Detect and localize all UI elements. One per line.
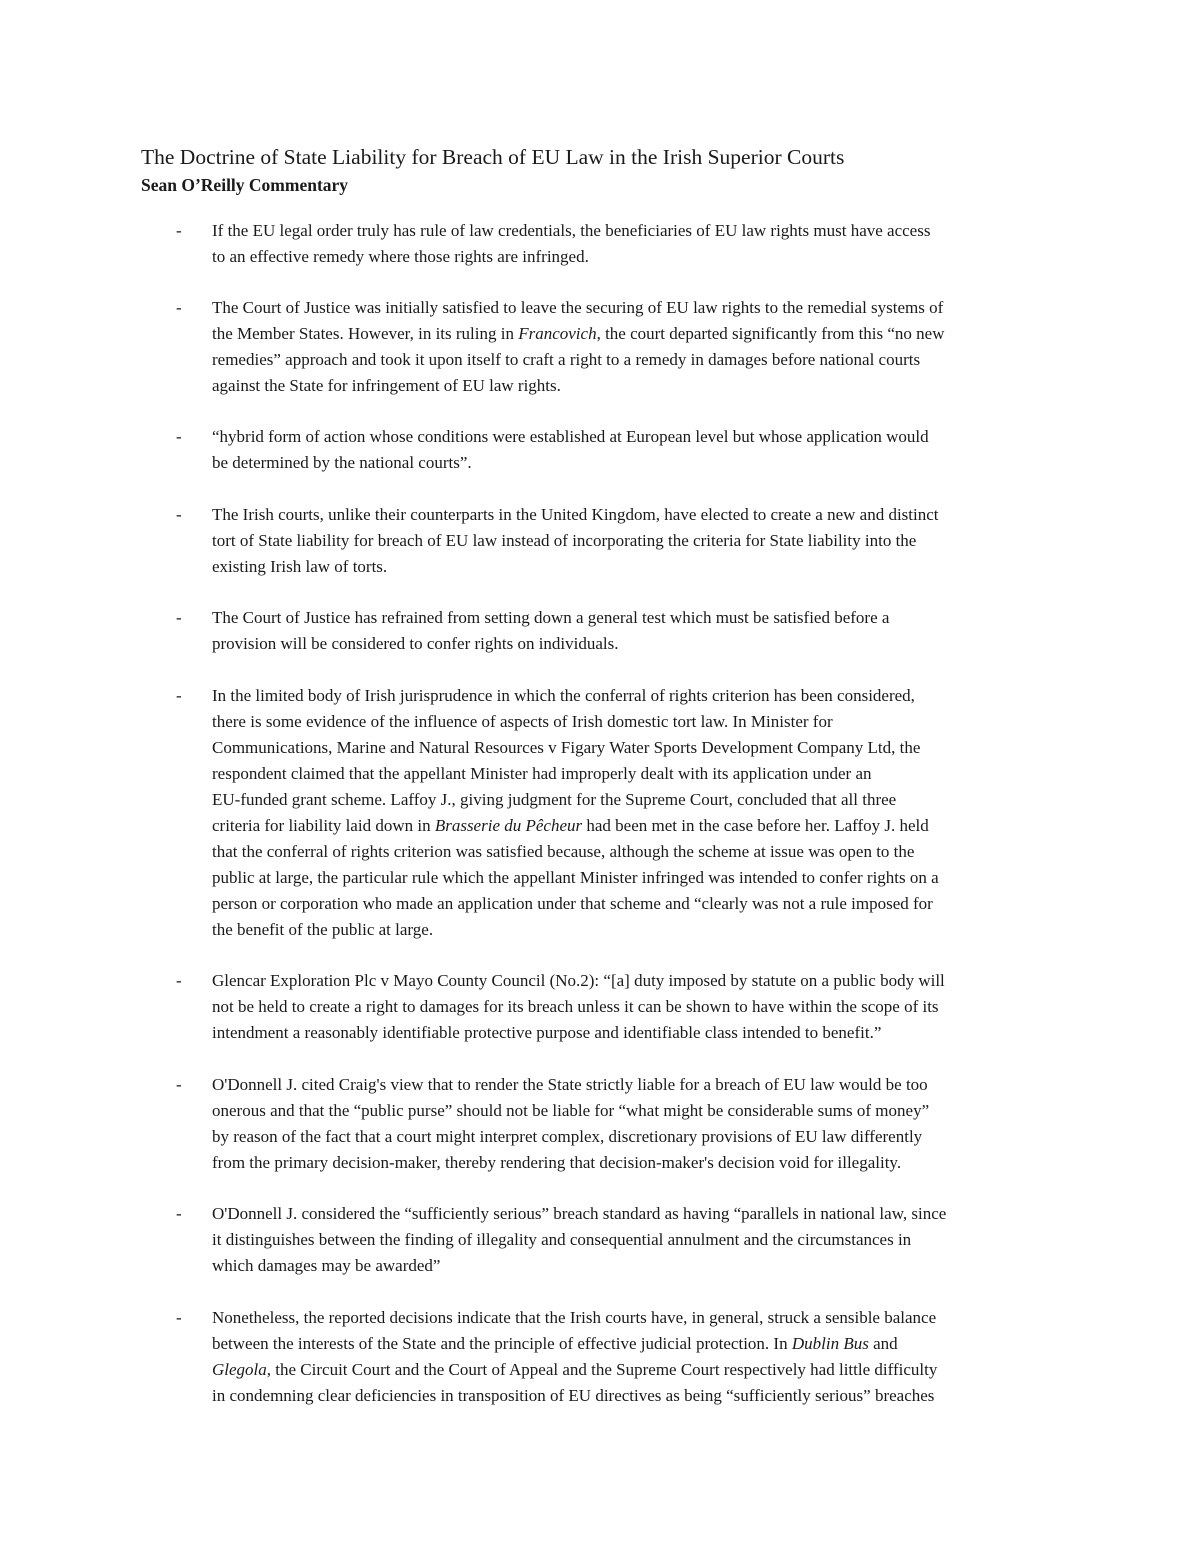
bullet-text-line (212, 1331, 898, 1357)
bullet-text-line (212, 373, 561, 399)
text-segment: respondent claimed that the appellant Minister had improperly dealt with its application under an (212, 764, 872, 783)
text-segment: person or corporation who made an application under that scheme and “clearly was not a rule imposed for (212, 894, 933, 913)
text-segment: between the interests of the State and the principle of effective judicial protection. In (212, 1334, 792, 1353)
bullet-marker: - (176, 427, 182, 446)
text-segment: remedies” approach and took it upon itself to craft a right to a remedy in damages before national courts (212, 350, 921, 369)
bullet-text-line (212, 1227, 911, 1253)
bullet-text-line (212, 631, 619, 657)
text-segment: that the conferral of rights criterion was satisfied because, although the scheme at issue was open to the (212, 842, 915, 861)
bullet-marker: - (176, 686, 182, 705)
text-segment: against the State for infringement of EU law rights. (212, 376, 561, 395)
text-segment: tort of State liability for breach of EU law instead of incorporating the criteria for State liability into the (212, 531, 917, 550)
text-segment: The Irish courts, unlike their counterparts in the United Kingdom, have elected to create a new and distinct (212, 505, 939, 524)
text-segment: the benefit of the public at large. (212, 920, 434, 939)
text-segment: “hybrid form of action whose conditions were established at European level but whose application would (212, 427, 929, 446)
text-segment: had been met in the case before her. Laffoy J. held (582, 816, 929, 835)
text-segment: , the Circuit Court and the Court of Appeal and the Supreme Court respectively had little difficulty (266, 1360, 938, 1379)
bullet-text-line (212, 865, 939, 891)
text-segment: intendment a reasonably identifiable protective purpose and identifiable class intended to benefit.” (212, 1023, 882, 1042)
bullet-text-line (212, 1020, 881, 1046)
bullet-text-line (212, 554, 387, 580)
bullet-text-line (212, 891, 933, 917)
bullet-text-line (212, 218, 930, 244)
text-segment: In the limited body of Irish jurisprudence in which the conferral of rights criterion has been considered, (212, 686, 915, 705)
bullet-marker: - (176, 1204, 182, 1223)
bullet-marker: - (176, 221, 182, 240)
bullet-text-line (212, 1201, 946, 1227)
case-name-italic: Glegola (212, 1360, 267, 1379)
bullet-text-line (212, 709, 833, 735)
text-segment: the Member States. However, in its ruling in (212, 324, 519, 343)
bullet-text-line (212, 1150, 901, 1176)
text-segment: be determined by the national courts”. (212, 453, 472, 472)
bullet-text-line (212, 1124, 922, 1150)
text-segment: in condemning clear deficiencies in transposition of EU directives as being “sufficiently serious” breaches (212, 1386, 935, 1405)
bullet-text-line (212, 813, 929, 839)
bullet-text-line (212, 683, 915, 709)
text-segment: If the EU legal order truly has rule of law credentials, the beneficiaries of EU law rights must have access (212, 221, 931, 240)
text-segment: there is some evidence of the influence of aspects of Irish domestic tort law. In Minister for (212, 712, 833, 731)
text-segment: provision will be considered to confer rights on individuals. (212, 634, 619, 653)
bullet-marker: - (176, 505, 182, 524)
text-segment: onerous and that the “public purse” should not be liable for “what might be considerable sums of money” (212, 1101, 930, 1120)
bullet-text-line (212, 839, 914, 865)
bullet-text-line (212, 502, 939, 528)
text-segment: existing Irish law of torts. (212, 557, 388, 576)
bullet-text-line (212, 424, 929, 450)
text-segment: and (868, 1334, 898, 1353)
text-segment: Communications, Marine and Natural Resources v Figary Water Sports Development Company Ltd, the (212, 738, 921, 757)
text-segment: O'Donnell J. considered the “sufficiently serious” breach standard as having “parallels in national law, since (212, 1204, 947, 1223)
bullet-text-line (212, 761, 872, 787)
text-segment: not be held to create a right to damages for its breach unless it can be shown to have within the scope of its (212, 997, 939, 1016)
text-segment: Nonetheless, the reported decisions indicate that the Irish courts have, in general, struck a sensible balance (212, 1308, 937, 1327)
bullet-text-line (212, 1357, 937, 1383)
text-segment: which damages may be awarded” (212, 1256, 441, 1275)
text-segment: Glencar Exploration Plc v Mayo County Council (No.2): “[a] duty imposed by statute on a public body will (212, 971, 945, 990)
case-name-italic: Dublin Bus (791, 1334, 869, 1353)
text-segment: criteria for liability laid down in (212, 816, 435, 835)
bullet-text-line (212, 787, 896, 813)
text-segment: by reason of the fact that a court might interpret complex, discretionary provisions of EU law differently (212, 1127, 923, 1146)
document-subtitle: Sean O’Reilly Commentary (141, 175, 349, 195)
bullet-marker: - (176, 1308, 182, 1327)
bullet-text-line (212, 605, 889, 631)
bullet-text-line (212, 917, 433, 943)
text-segment: from the primary decision-maker, thereby rendering that decision-maker's decision void for illegality. (212, 1153, 902, 1172)
text-segment: it distinguishes between the finding of illegality and consequential annulment and the circumstances in (212, 1230, 912, 1249)
bullet-text-line (212, 994, 939, 1020)
bullet-text-line (212, 295, 943, 321)
bullet-text-line (212, 735, 920, 761)
bullet-text-line (212, 1383, 934, 1409)
bullet-marker: - (176, 1075, 182, 1094)
text-segment: The Court of Justice was initially satisfied to leave the securing of EU law rights to the remedial systems of (212, 298, 944, 317)
text-segment: O'Donnell J. cited Craig's view that to render the State strictly liable for a breach of EU law would be too (212, 1075, 928, 1094)
bullet-text-line (212, 1098, 929, 1124)
text-segment: public at large, the particular rule which the appellant Minister infringed was intended to confer rights on a (212, 868, 939, 887)
text-segment: The Court of Justice has refrained from setting down a general test which must be satisfied before a (212, 608, 890, 627)
bullet-marker: - (176, 971, 182, 990)
bullet-text-line (212, 528, 916, 554)
bullet-text-line (212, 450, 472, 476)
case-name-italic: Brasserie du Pêcheur (434, 816, 583, 835)
bullet-text-line (212, 244, 589, 270)
bullet-text-line (212, 1072, 928, 1098)
text-segment: EU-funded grant scheme. Laffoy J., giving judgment for the Supreme Court, concluded that all three (212, 790, 897, 809)
bullet-marker: - (176, 298, 182, 317)
bullet-marker: - (176, 608, 182, 627)
bullet-text-line (212, 1305, 936, 1331)
text-segment: , the court departed significantly from this “no new (596, 324, 945, 343)
case-name-italic: Francovich (518, 324, 597, 343)
text-segment: to an effective remedy where those rights are infringed. (212, 247, 589, 266)
bullet-text-line (212, 321, 945, 347)
bullet-text-line (212, 1253, 440, 1279)
bullet-text-line (212, 968, 945, 994)
document-title: The Doctrine of State Liability for Breach of EU Law in the Irish Superior Courts (141, 145, 845, 169)
bullet-text-line (212, 347, 920, 373)
